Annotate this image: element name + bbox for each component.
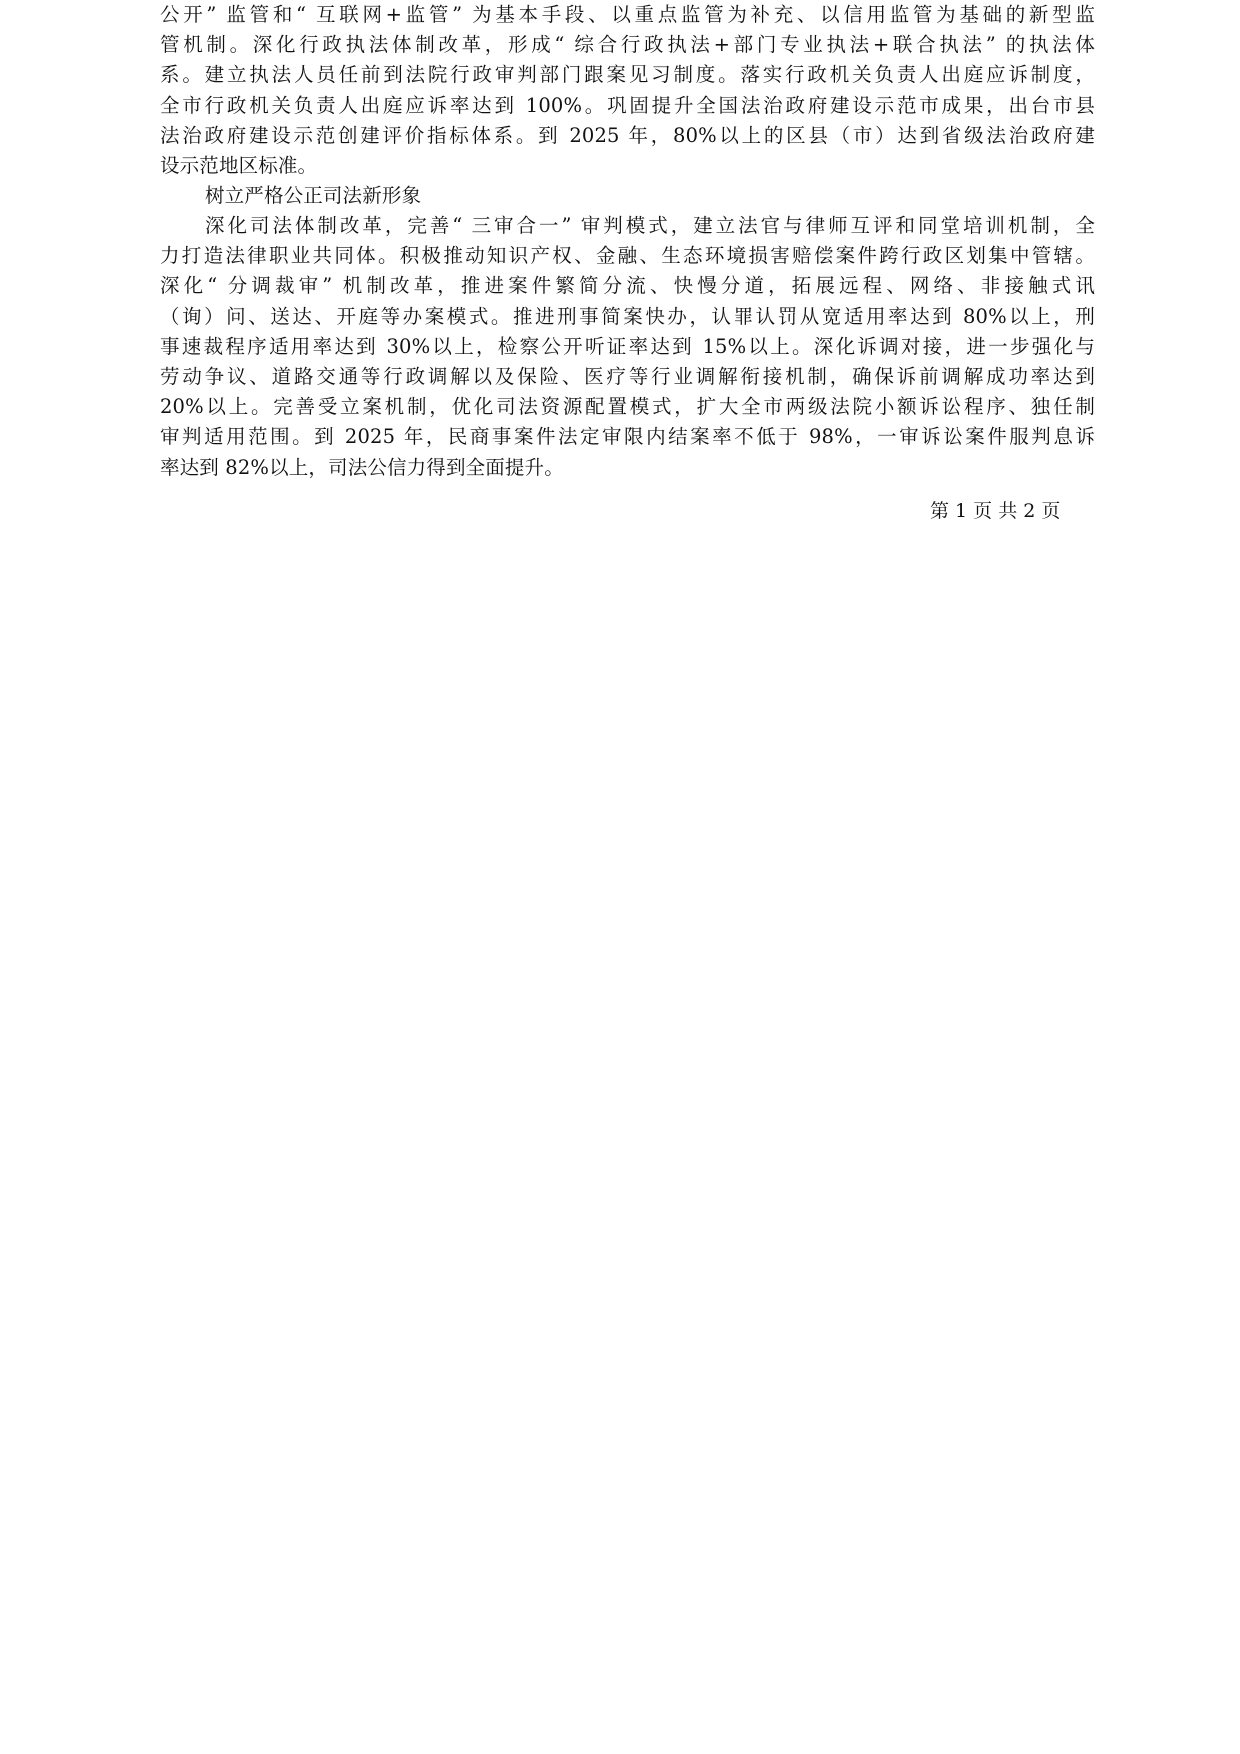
paragraph-line: 率达到 82%以上，司法公信力得到全面提升。 bbox=[160, 455, 564, 479]
paragraph-line: （询）问、送达、开庭等办案模式。推进刑事简案快办，认罪认罚从宽适用率达到 80%以上，刑 bbox=[160, 304, 1095, 328]
section-heading: 树立严格公正司法新形象 bbox=[205, 184, 422, 207]
paragraph-line: 劳动争议、道路交通等行政调解以及保险、医疗等行业调解衔接机制，确保诉前调解成功率达到 bbox=[160, 365, 1095, 389]
paragraph-line: 深化司法体制改革，完善“ 三审合一” 审判模式，建立法官与律师互评和同堂培训机制，全 bbox=[205, 214, 1095, 237]
paragraph-line: 设示范地区标准。 bbox=[160, 154, 318, 178]
paragraph-line: 法治政府建设示范创建评价指标体系。到 2025 年，80%以上的区县（市）达到省级法治政府建 bbox=[160, 123, 1095, 147]
paragraph-line: 系。建立执法人员任前到法院行政审判部门跟案见习制度。落实行政机关负责人出庭应诉制度， bbox=[160, 63, 1095, 87]
page-number: 第 1 页 共 2 页 bbox=[930, 500, 1061, 522]
paragraph-line: 管机制。深化行政执法体制改革，形成“ 综合行政执法+部门专业执法+联合执法” 的执法体 bbox=[160, 33, 1095, 57]
paragraph-line: 20%以上。完善受立案机制，优化司法资源配置模式，扩大全市两级法院小额诉讼程序、独任制 bbox=[160, 395, 1095, 419]
paragraph-line: 公开” 监管和“ 互联网+监管” 为基本手段、以重点监管为补充、以信用监管为基础的新型监 bbox=[160, 3, 1095, 26]
paragraph-law-enforcement bbox=[160, 0, 1095, 181]
paragraph-line: 力打造法律职业共同体。积极推动知识产权、金融、生态环境损害赔偿案件跨行政区划集中管辖。 bbox=[160, 244, 1095, 268]
paragraph-line: 全市行政机关负责人出庭应诉率达到 100%。巩固提升全国法治政府建设示范市成果，出台市县 bbox=[160, 93, 1095, 117]
paragraph-line: 审判适用范围。到 2025 年，民商事案件法定审限内结案率不低于 98%，一审诉讼案件服判息诉 bbox=[160, 425, 1095, 449]
paragraph-line: 深化“ 分调裁审” 机制改革，推进案件繁简分流、快慢分道，拓展远程、网络、非接触式讯 bbox=[160, 274, 1095, 298]
paragraph-line: 事速裁程序适用率达到 30%以上，检察公开听证率达到 15%以上。深化诉调对接，进一步强化与 bbox=[160, 334, 1095, 358]
section-heading-block bbox=[160, 181, 1095, 211]
paragraph-judicial-reform bbox=[160, 211, 1095, 483]
